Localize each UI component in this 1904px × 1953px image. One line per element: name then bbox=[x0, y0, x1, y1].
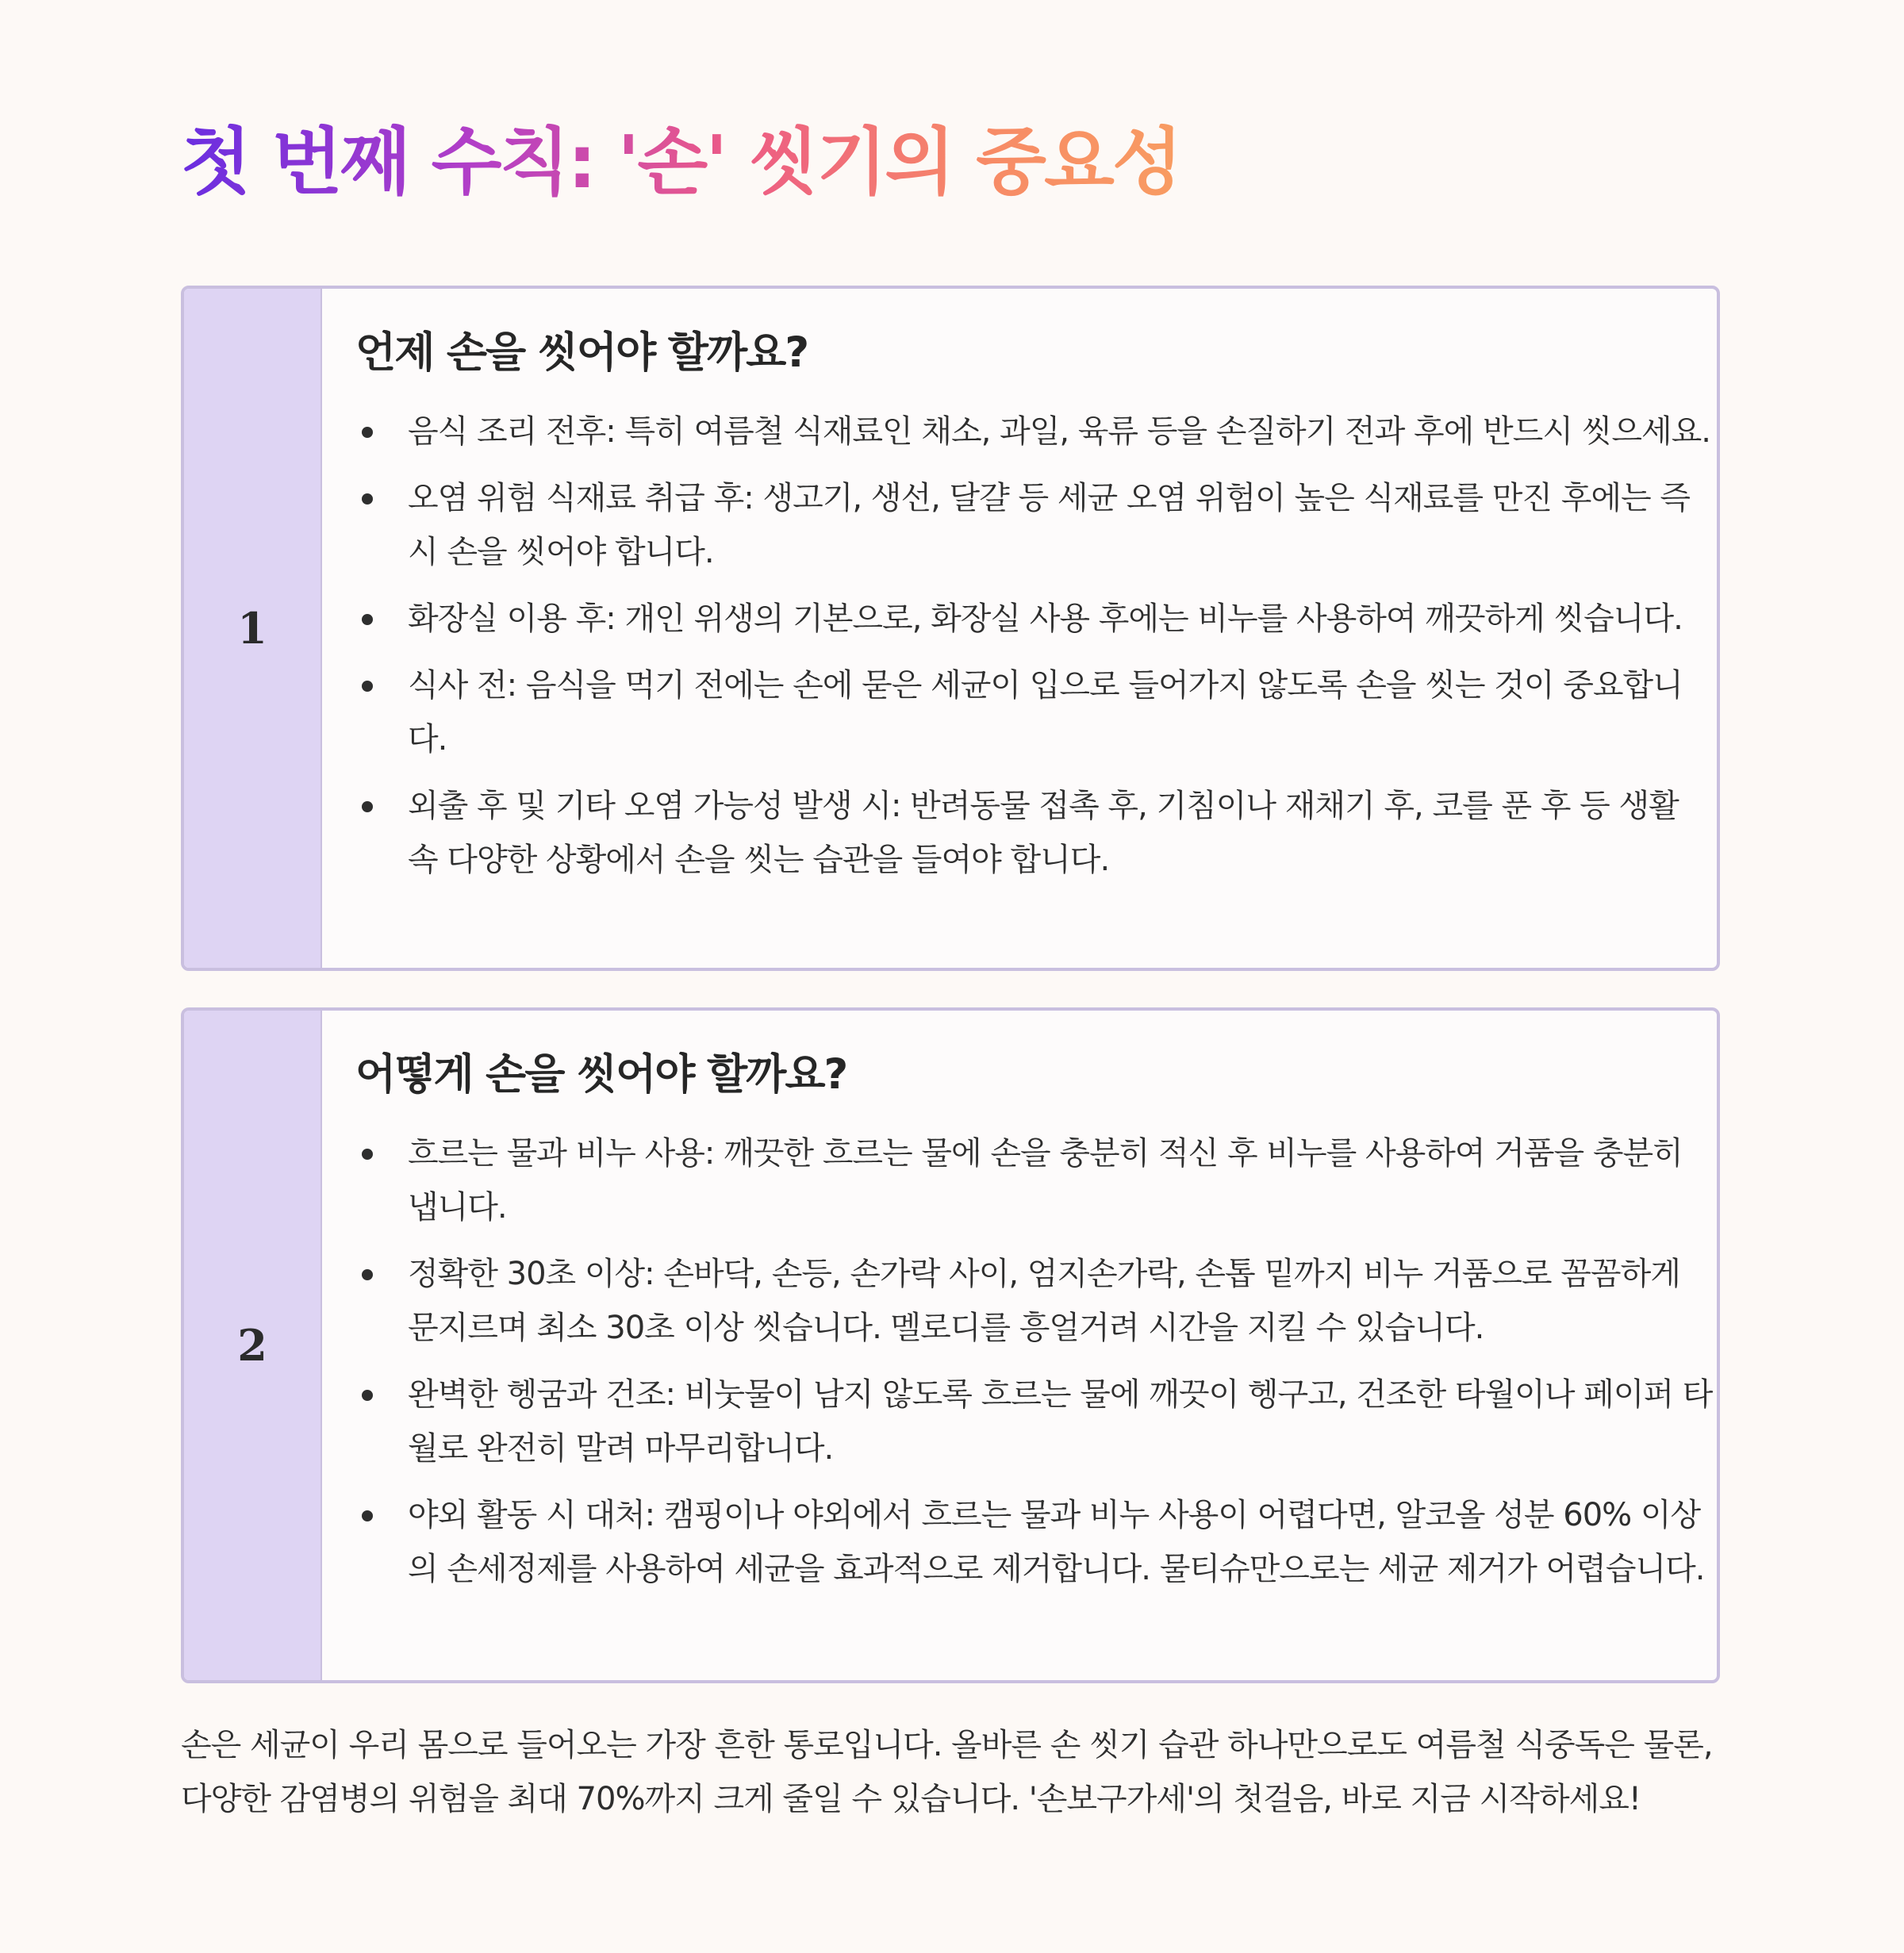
card-heading: 어떻게 손을 씻어야 할까요? bbox=[355, 1050, 847, 1099]
page-title: 첫 번째 수칙: '손' 씻기의 중요성 bbox=[181, 111, 1180, 214]
list-item: 정확한 30초 이상: 손바닥, 손등, 손가락 사이, 엄지손가락, 손톱 밑까지 비누 거품으로 꼼꼼하게 문지르며 최소 30초 이상 씻습니다. 멜로디를 흥얼거려 시간을 지킬 수 있습니다. bbox=[355, 1247, 1717, 1355]
list-item: 화장실 이용 후: 개인 위생의 기본으로, 화장실 사용 후에는 비누를 사용하여 깨끗하게 씻습니다. bbox=[355, 592, 1717, 646]
list-item: 야외 활동 시 대처: 캠핑이나 야외에서 흐르는 물과 비누 사용이 어렵다면, 알코올 성분 60% 이상의 손세정제를 사용하여 세균을 효과적으로 제거합니다. 물티슈만으로는 세균 제거가 어렵습니다. bbox=[355, 1488, 1717, 1596]
list-item: 오염 위험 식재료 취급 후: 생고기, 생선, 달걀 등 세균 오염 위험이 높은 식재료를 만진 후에는 즉시 손을 씻어야 합니다. bbox=[355, 471, 1717, 579]
card-number: 1 bbox=[237, 603, 267, 654]
card-heading: 언제 손을 씻어야 할까요? bbox=[355, 328, 808, 377]
list-item: 식사 전: 음식을 먹기 전에는 손에 묻은 세균이 입으로 들어가지 않도록 손을 씻는 것이 중요합니다. bbox=[355, 658, 1717, 766]
card-when-to-wash bbox=[181, 286, 1720, 971]
card-number-column bbox=[184, 1011, 322, 1680]
bullet-list bbox=[355, 405, 1717, 900]
card-how-to-wash bbox=[181, 1007, 1720, 1683]
card-number: 2 bbox=[237, 1320, 267, 1371]
bullet-list bbox=[355, 1126, 1717, 1609]
list-item: 음식 조리 전후: 특히 여름철 식재료인 채소, 과일, 육류 등을 손질하기 전과 후에 반드시 씻으세요. bbox=[355, 405, 1717, 459]
list-item: 흐르는 물과 비누 사용: 깨끗한 흐르는 물에 손을 충분히 적신 후 비누를 사용하여 거품을 충분히 냅니다. bbox=[355, 1126, 1717, 1234]
card-number-column bbox=[184, 289, 322, 968]
list-item: 외출 후 및 기타 오염 가능성 발생 시: 반려동물 접촉 후, 기침이나 재채기 후, 코를 푼 후 등 생활 속 다양한 상황에서 손을 씻는 습관을 들여야 합니다. bbox=[355, 779, 1717, 887]
list-item: 완벽한 헹굼과 건조: 비눗물이 남지 않도록 흐르는 물에 깨끗이 헹구고, 건조한 타월이나 페이퍼 타월로 완전히 말려 마무리합니다. bbox=[355, 1368, 1717, 1475]
summary-paragraph: 손은 세균이 우리 몸으로 들어오는 가장 흔한 통로입니다. 올바른 손 씻기 습관 하나만으로도 여름철 식중독은 물론, 다양한 감염병의 위험을 최대 70%까지 크게 줄일 수 있습니다. '손보구가세'의 첫걸음, 바로 지금 시작하세요! bbox=[181, 1727, 1713, 1817]
